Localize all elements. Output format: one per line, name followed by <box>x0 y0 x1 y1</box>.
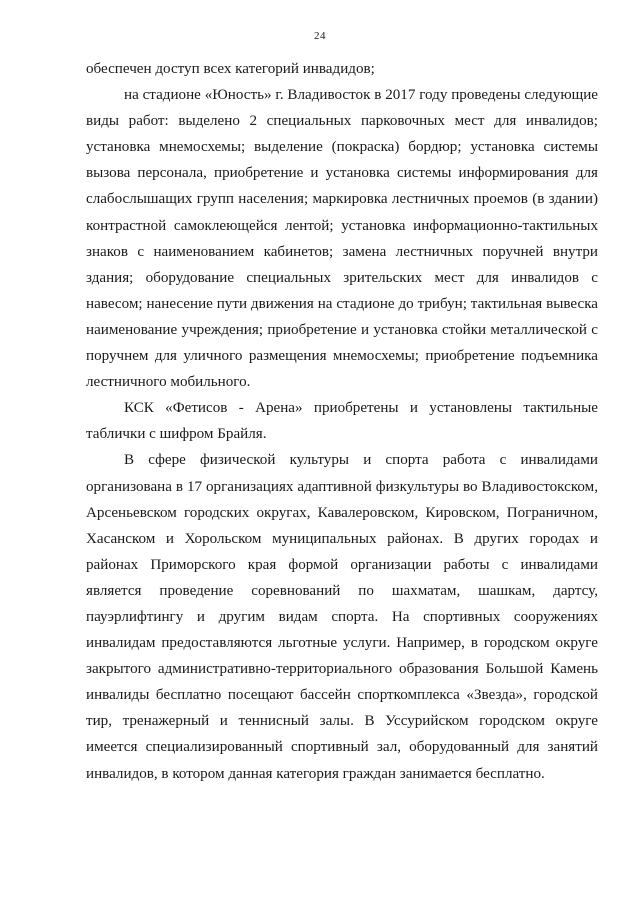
paragraph-4: В сфере физической культуры и спорта работа с инвалидами организована в 17 организациях адаптивной физкультуры во Владивостокском, Арсеньевском городских округах, Кавалеровском, Кировском, Пограничном, Хасанском и Хорольском муниципальных районах. В других городах и районах Приморского края формой организации работы с инвалидами является проведение соревнований по шахматам, шашкам, дартсу, пауэрлифтингу и другим видам спорта. На спортивных сооружениях инвалидам предоставляются льготные услуги. Например, в городском округе закрытого административно-территориального образования Большой Камень инвалиды бесплатно посещают бассейн спорткомплекса «Звезда», городской тир, тренажерный и теннисный залы. В Уссурийском городском округе имеется специализированный спортивный зал, оборудованный для занятий инвалидов, в котором данная категория граждан занимается бесплатно. <box>86 452 598 782</box>
document-body <box>86 56 598 787</box>
paragraph-1: обеспечен доступ всех категорий инвадидов; <box>86 61 375 77</box>
page-number: 24 <box>314 30 326 42</box>
paragraph-3: КСК «Фетисов - Арена» приобретены и установлены тактильные таблички с шифром Брайля. <box>86 400 598 443</box>
paragraph-2: на стадионе «Юность» г. Владивосток в 2017 году проведены следующие виды работ: выделено 2 специальных парковочных мест для инвалидов; установка мнемосхемы; выделение (покраска) бордюр; установка системы вызова персонала, приобретение и установка системы информирования для слабослышащих групп населения; маркировка лестничных проемов (в здании) контрастной самоклеющейся лентой; установка информационно-тактильных знаков с наименованием кабинетов; замена лестничных поручней внутри здания; оборудование специальных зрительских мест для инвалидов с навесом; нанесение пути движения на стадионе до трибун; тактильная вывеска наименование учреждения; приобретение и установка стойки металлической с поручнем для уличного размещения мнемосхемы; приобретение подъемника лестничного мобильного. <box>86 87 598 391</box>
